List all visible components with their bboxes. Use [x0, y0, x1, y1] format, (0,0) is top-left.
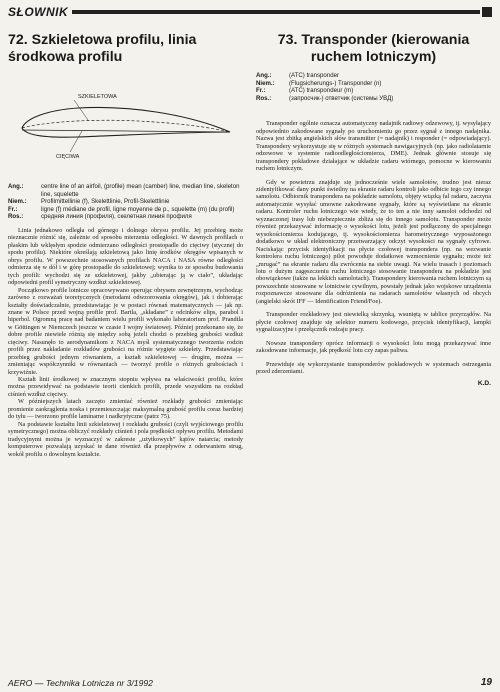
paragraph: W późniejszych latach zaczęto zmieniać również rozkłady grubości zmieniając promienie zaokrąglenia noska i przemieszczając maksymalną grubość profilu coraz bardziej do tyłu — tworzono profile laminarne i nadkrytyczne (patrz 75). — [8, 398, 243, 421]
publication-info: AERO — Technika Lotnicza nr 3/1992 — [8, 678, 153, 688]
gloss-row-english — [256, 72, 491, 80]
article-72 — [8, 32, 243, 458]
gloss-value: ligne (f) médiane de profil, ligne moyenne de p., squelette (m) (du profil) — [41, 205, 235, 213]
header-end-block — [482, 7, 492, 17]
glossary-72 — [8, 183, 243, 221]
gloss-value: (ATC) transponder — [289, 72, 340, 79]
gloss-value: (запросчик-) ответчик (системы УВД) — [289, 94, 394, 102]
gloss-key: Niem.: — [8, 198, 27, 206]
section-header — [6, 5, 494, 19]
glossary-73 — [256, 72, 491, 102]
paragraph: Przewiduje się wykorzystanie transponderów pokładowych w systemach ostrzegania przed zderzeniami. — [256, 360, 491, 375]
article-72-title: 72. Szkieletowa profilu, linia środkowa profilu — [8, 32, 197, 65]
paragraph: Na podstawie kształtu linii szkieletowej i rozkładu grubości (czyli wyjściowego profilu symetrycznego) można obliczyć rozkłady ciśnień i pola prędkości opływu profilu. Metodami tradycyjnymi można je wyznaczyć w zakresie „użytkowych” kątów natarcia; metody komputerowe pozwalają uzyskać te dane również dla przepływów z oderwaniem strug, wokół profilu o dowolnym kształcie. — [8, 420, 243, 458]
article-72-body — [8, 227, 243, 458]
gloss-row-french — [8, 206, 243, 214]
gloss-key: Ang.: — [8, 183, 24, 190]
gloss-row-german — [256, 80, 491, 88]
airfoil-diagram — [8, 72, 243, 177]
gloss-row-english — [8, 183, 243, 198]
airfoil-figure — [8, 72, 243, 177]
paragraph: Transponder ogólnie oznacza automatyczny nadajnik radiowy odzewowy, tj. wysyłający odpowiednio zakodowane sygnały po uruchomieniu go przez sygnał z innego nadajnika. Nazwa jest zbitką angielskich słów transmitter (= nadajnik) i responder (= odpowiadający). Transpondery wykorzystuje się w różnych systemach nawigacyjnych (np. jako radiolatarnie odzewowe w systemie radioodległościomierza, DME). Jednak głównie stosuje się transpondery pokładowe działające w układzie radaru wtórnego, pomocne w kierowaniu ruchem lotniczym. — [256, 120, 491, 173]
article-73-title: 73. Transponder (kierowania ruchem lotniczym) — [277, 32, 470, 65]
gloss-key: Fr.: — [256, 87, 266, 95]
gloss-value: (ATC) transpondeur (m) — [289, 87, 354, 95]
gloss-key: Niem.: — [256, 79, 275, 87]
gloss-key: Fr.: — [8, 205, 18, 213]
page-number: 19 — [480, 677, 492, 688]
gloss-row-french — [256, 87, 491, 95]
paragraph: Linia jednakowo odległa od górnego i dolnego obrysu profilu. Jej przebieg może nieznacznie różnić się, zależnie od sposobu mierzenia odległości. W dawnych profilach o płaskim lub wklęsłym spodzie odmierzano odległości prostopadle do cięciwy (stycznej do spodu profilu). Niektóre określają szkieletową jako linię środków okręgów wpisanych w obrys profilu. W powszechnie stosowanych profilach NACA i NASA równe odległości odmierza się w dół i w górę prostopadle do szkieletowej; wynika to ze sposobu budowania tych profili: wychodzi się ze szkieletowej, jakby „ubierając ją w ciało”, układając odpowiedni profil symetryczny wzdłuż szkieletowej. — [8, 226, 243, 287]
paragraph: Kształt linii środkowej w znacznym stopniu wpływa na właściwości profilu, które można przewidywać na podstawie teorii cienkich profili, przede wszystkim na rozkład ciśnień wzdłuż cięciwy. — [8, 376, 243, 398]
section-label: SŁOWNIK — [6, 5, 72, 19]
author-signature: K.D. — [477, 380, 491, 388]
gloss-key: Ros.: — [256, 94, 272, 102]
paragraph: Gdy w powietrzu znajduje się jednocześnie wiele samolotów, trudno jest nieraz zidentyfikować dany punkt świetlny na ekranie radaru kontroli jako odbicie tego czy innego samolotu. Odbiornik transpondera na pokładzie samolotu, objęty wiązką fal radaru, zaczyna automatycznie wysyłać umowne zakodowane sygnały, które są wyświetlane na ekranie radaru. Kontroler ruchu lotniczego wie wtedy, że to ten a nie inny samolot odchodzi od wyznaczonej trasy lub niebezpiecznie zbliża się do innego samolotu. Transponder może również przekazywać informację o wysokości lotu, jeżeli jest podłączony do specjalnego wysokościomierza kodującego, tj. wysokościomierza barometrycznego wyposażonego dodatkowo w układ elektroniczny przetwarzający odczyt wysokości na sygnały cyfrowe. Naciskając przycisk identyfikacji na płycie czołowej transpondera (np. na wezwanie kontrolera ruchu lotniczego) pilot powoduje dodatkowe wzmocnienie sygnału; może też „mrugać” na ekranie radaru dla zwrócenia na siebie uwagi. Na wielu trasach i poziomach lotu o dużym zagęszczeniu ruchu lotniczego stosowanie transpondera na pokładzie jest obowiązkowe (także na lekkich samolotach). Transpondery kierowania ruchem lotniczym są powszechnie stosowane w lotnictwie cywilnym, powstały jednak jako wojskowe urządzenia rozpoznawcze stosowane dla odróżnienia na radarach samolotów własnych od obcych (angielski skrót IFF — Identification Friend/Foe). — [256, 178, 491, 305]
gloss-row-russian — [8, 213, 243, 221]
gloss-value: (Flugsicherungs-) Transponder (n) — [289, 79, 382, 87]
paragraph: Początkowo profile lotnicze opracowywano operując obrysem zewnętrznym, wychodząc zarówno z rozważań teoretycznych (metodami odwzorowania okręgów), jak i dobierając kształty doświadczalnie, przedstawiając je w postaci równań matematycznych — jak np. znane w Polsce przed wojną profile prof. Bartla, „składane” z odcinków elips, parabol i hiperbol. Ogromną pracę nad badaniem wielu profili wykonało laboratorium prof. Prandtla w Göttingen w Niemczech jeszcze w czasie I wojny światowej. Później przekonano się, że dobre profile niewiele różnią się między sobą jeżeli chodzi o przebieg grubości wzdłuż cięciwy. Nasunęło to aerodynamikom z NACA myśl systematycznego tworzenia rodzin profili przez nakładanie rozkładów grubości na różnie wygięte szkielety. Przedstawiając przebieg grubości jednym równaniem, a kształt szkieletowej — drugim, można — zmieniając współczynniki w równaniach — tworzyć profile o różnych grubościach i krzywiźnie. — [8, 286, 243, 376]
camber-line-label: SZKIELETOWA — [78, 94, 117, 100]
gloss-key: Ros.: — [8, 213, 24, 221]
gloss-value: centre line of an airfoil, (profile) mean (camber) line, median line, skeleton line, squelette — [41, 183, 240, 198]
page-footer — [8, 678, 492, 690]
paragraph: Nowsze transpondery oprócz informacji o wysokości lotu mogą przekazywać inne zakodowane informacje, jak prędkość lotu czy zapas paliwa. — [256, 339, 491, 355]
gloss-key: Ang.: — [256, 72, 272, 79]
gloss-value: Profilmittellinie (f), Skelettlinie, Profil-Skelettlinie — [41, 198, 170, 206]
article-73 — [256, 32, 491, 387]
article-73-body — [256, 120, 491, 375]
gloss-row-german — [8, 198, 243, 206]
gloss-row-russian — [256, 95, 491, 103]
chord-label: CIĘCIWA — [56, 154, 80, 160]
paragraph: Transponder rozkładowy jest niewielką skrzynką, wsuniętą w tablice przyrządów. Na płycie czołowej znajduje się selektor numeru kodowego, przycisk identyfikacji, lampki sygnalizacyjne i przełącznik rodzaju pracy. — [256, 311, 491, 334]
gloss-value: средняя линия (профиля), скелетная линия профиля — [41, 213, 192, 221]
header-rule — [66, 10, 480, 14]
